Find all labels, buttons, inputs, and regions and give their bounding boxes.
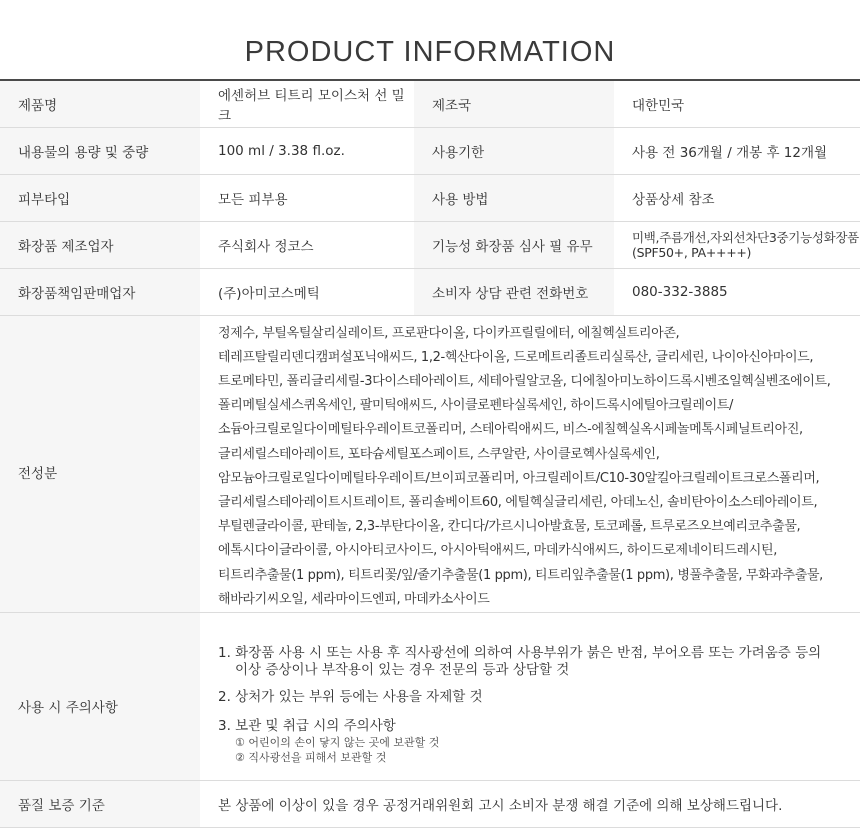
table-row xyxy=(0,268,860,315)
ingredients-text: 정제수, 부틸옥틸살리실레이트, 프로판다이올, 다이카프릴릴에터, 에칠헥실트리아존, 테레프탈릴리덴디캠퍼설포닉애씨드, 1,2-헥산다이올, 드로메트리졸트리실록산, 글리세린, 나이아신아마이드, 트로메타민, 폴리글리세릴-3다이스테아레이트, 세테아릴알코올, 디에칠아미노하이드록시벤조일헥실벤조에이트, 폴리메틸실세스퀴옥세인, 팔미틱애씨드, 사이클로펜타실록세인, 하이드록시에틸아크릴레이트/소듐아크릴로일다이메틸타우레이트코폴리머, 스테아릭애씨드, 비스-에칠헥실옥시페놀메톡시페닐트리아진, 글리세릴스테아레이트, 포타슘세틸포스페이트, 스쿠알란, 사이클로헥사실록세인, 암모늄아크릴로일다이메틸타우레이트/브이피코폴리머, 아크릴레이트/C10-30알킬아크릴레이트크로스폴리머, 글리세릴스테아레이트시트레이트, 폴리솔베이트60, 에틸헥실글리세린, 아데노신, 솔비탄아이소스테아레이트, 부틸렌글라이콜, 판테놀, 2,3-부탄다이올, 칸디다/가르시니아발효물, 토코페롤, 트루로즈오브예리코추출물, 에톡시다이글라이콜, 아시아티코사이드, 아시아틱애씨드, 마데카식애씨드, 하이드로제네이티드레시틴, 티트리추출물(1 ppm), 티트리꽃/잎/줄기추출물(1 ppm), 티트리잎추출물(1 ppm), 병풀추출물, 무화과추출물, 해바라기씨오일, 세라마이드엔피, 마데카소사이드 xyxy=(218,325,831,607)
label-usage: 사용 방법 xyxy=(414,174,614,221)
value-manufacturer: 주식회사 정코스 xyxy=(200,221,414,268)
table-row xyxy=(0,221,860,268)
caution-item-3-line1: 3. 보관 및 취급 시의 주의사항 xyxy=(218,718,396,735)
label-seller: 화장품책임판매업자 xyxy=(0,268,200,315)
label-cautions: 사용 시 주의사항 xyxy=(0,612,200,780)
label-phone: 소비자 상담 관련 전화번호 xyxy=(414,268,614,315)
table-row xyxy=(0,80,860,127)
cautions-list xyxy=(218,627,860,765)
value-functional-review xyxy=(614,221,860,268)
caution-subitem-1: ① 어린이의 손이 닿지 않는 곳에 보관할 것 xyxy=(235,736,440,750)
label-skin-type: 피부타입 xyxy=(0,174,200,221)
label-volume: 내용물의 용량 및 중량 xyxy=(0,127,200,174)
value-usage: 상품상세 참조 xyxy=(614,174,860,221)
label-expiry: 사용기한 xyxy=(414,127,614,174)
label-product-name: 제품명 xyxy=(0,80,200,127)
caution-item xyxy=(218,645,860,679)
table-row xyxy=(0,612,860,780)
product-info-table xyxy=(0,79,860,828)
value-volume: 100 ml / 3.38 fl.oz. xyxy=(200,127,414,174)
table-row xyxy=(0,315,860,612)
value-phone: 080-332-3885 xyxy=(614,268,860,315)
label-ingredients: 전성분 xyxy=(0,315,200,612)
caution-item-1-line1: 1. 화장품 사용 시 또는 사용 후 직사광선에 의하여 사용부위가 붉은 반점, 부어오름 또는 가려움증 등의 xyxy=(218,645,822,662)
table-row xyxy=(0,174,860,221)
caution-item xyxy=(218,689,860,706)
value-ingredients xyxy=(200,315,860,612)
caution-item xyxy=(218,718,860,765)
table-row xyxy=(0,127,860,174)
functional-review-line2: (SPF50+, PA++++) xyxy=(632,244,752,260)
label-country: 제조국 xyxy=(414,80,614,127)
value-expiry: 사용 전 36개월 / 개봉 후 12개월 xyxy=(614,127,860,174)
page-title: PRODUCT INFORMATION xyxy=(244,36,616,68)
value-product-name: 에센허브 티트리 모이스처 선 밀크 xyxy=(200,80,414,127)
caution-item-2-line1: 2. 상처가 있는 부위 등에는 사용을 자제할 것 xyxy=(218,689,483,706)
label-quality: 품질 보증 기준 xyxy=(0,780,200,827)
label-functional-review: 기능성 화장품 심사 필 유무 xyxy=(414,221,614,268)
caution-subitem-2: ② 직사광선을 피해서 보관할 것 xyxy=(235,751,387,765)
caution-item-1-line2: 이상 증상이나 부작용이 있는 경우 전문의 등과 상담할 것 xyxy=(235,662,570,679)
value-cautions xyxy=(200,612,860,780)
value-skin-type: 모든 피부용 xyxy=(200,174,414,221)
label-manufacturer: 화장품 제조업자 xyxy=(0,221,200,268)
table-row xyxy=(0,780,860,827)
value-quality: 본 상품에 이상이 있을 경우 공정거래위원회 고시 소비자 분쟁 해결 기준에 의해 보상해드립니다. xyxy=(200,780,860,827)
value-country: 대한민국 xyxy=(614,80,860,127)
value-seller: (주)아미코스메틱 xyxy=(200,268,414,315)
functional-review-line1: 미백,주름개선,자외선차단3중기능성화장품 xyxy=(632,229,859,245)
